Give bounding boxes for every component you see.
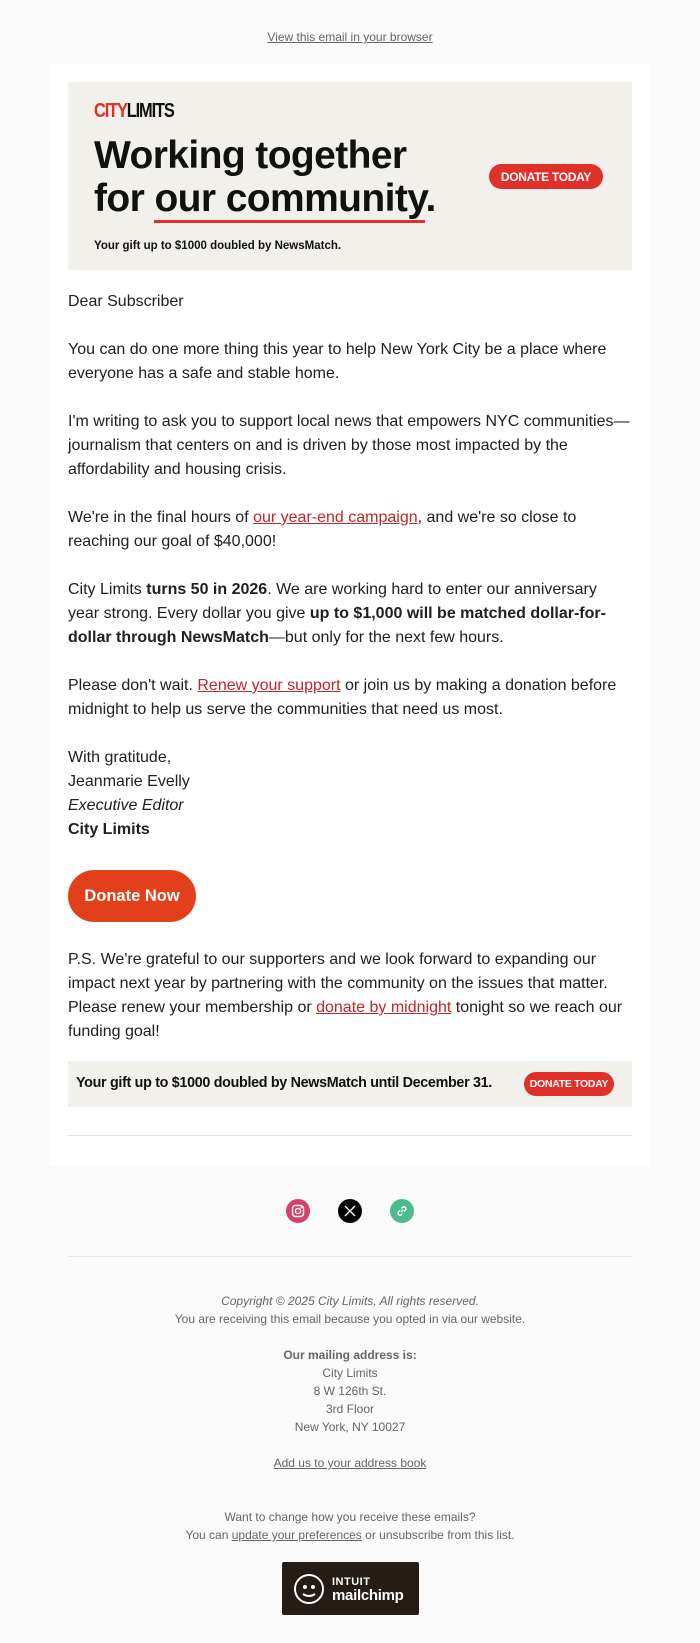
footer-divider xyxy=(68,1256,632,1257)
divider xyxy=(68,1135,632,1136)
sig-org: City Limits xyxy=(68,821,150,838)
sig-name: Jeanmarie Evelly xyxy=(68,773,190,790)
opt-in-reason: You are receiving this email because you opted in via our website. xyxy=(174,1312,526,1326)
sig-title: Executive Editor xyxy=(68,797,184,814)
paragraph-3: We're in the final hours of our year-end campaign, and we're so close to reaching our goal of $40,000! xyxy=(68,509,577,550)
paragraph-2: I'm writing to ask you to support local news that empowers NYC communities—journalism that centers on and is driven by those most impacted by the affordability and housing crisis. xyxy=(68,413,630,478)
signature xyxy=(68,746,632,842)
footer xyxy=(0,1292,700,1544)
mailing-heading: Our mailing address is: xyxy=(283,1348,417,1362)
address-line-1: City Limits xyxy=(322,1366,378,1380)
view-in-browser-link[interactable]: View this email in your browser xyxy=(267,30,433,44)
year-end-campaign-link[interactable]: our year-end campaign xyxy=(253,509,418,526)
paragraph-5: Please don't wait. Renew your support or join us by making a donation before midnight to help us serve the communities that need us most. xyxy=(68,677,617,718)
banner-text: Your gift up to $1000 doubled by NewsMatch until December 31. xyxy=(76,1075,492,1091)
sig-closing: With gratitude, xyxy=(68,749,172,766)
banner-donate-button[interactable]: DONATE TODAY xyxy=(524,1072,614,1096)
address-line-4: New York, NY 10027 xyxy=(294,1420,406,1434)
paragraph-1: You can do one more thing this year to help New York City be a place where everyone has a safe and stable home. xyxy=(68,341,607,382)
mailchimp-badge[interactable] xyxy=(282,1562,419,1615)
social-links xyxy=(0,1199,700,1223)
copyright: Copyright © 2025 City Limits, All rights reserved. xyxy=(221,1294,479,1308)
donate-now-button[interactable]: Donate Now xyxy=(68,870,196,922)
address-line-2: 8 W 126th St. xyxy=(313,1384,387,1398)
hero-subline: Your gift up to $1000 doubled by NewsMatch. xyxy=(94,240,342,252)
letter-body xyxy=(68,290,632,842)
hero-banner xyxy=(68,82,632,270)
address-line-3: 3rd Floor xyxy=(325,1402,375,1416)
city-limits-logo: CITYLIMITS xyxy=(94,100,174,122)
instagram-icon[interactable] xyxy=(286,1199,310,1223)
hero-donate-button[interactable]: DONATE TODAY xyxy=(489,164,603,189)
x-icon[interactable] xyxy=(338,1199,362,1223)
donate-by-midnight-link[interactable]: donate by midnight xyxy=(316,999,452,1016)
postscript: P.S. We're grateful to our supporters and we look forward to expanding our impact next year by partnering with the community on the issues that matter. Please renew your membership or donate by midnight tonight so we reach our funding goal! xyxy=(68,951,623,1040)
freddie-icon xyxy=(292,1572,326,1606)
renew-support-link[interactable]: Renew your support xyxy=(197,677,341,694)
change-question: Want to change how you receive these emails? xyxy=(224,1510,476,1524)
preferences-line: You can update your preferences or unsubscribe from this list. xyxy=(185,1528,515,1542)
paragraph-4: City Limits turns 50 in 2026. We are working hard to enter our anniversary year strong. Every dollar you give up to $1,000 will be matched dollar-for-dollar through NewsMatch—but only for the next few hours. xyxy=(68,581,606,646)
hero-headline: Working together for our community. xyxy=(94,134,436,220)
address-book-link[interactable]: Add us to your address book xyxy=(273,1456,427,1470)
update-preferences-link[interactable]: update your preferences xyxy=(231,1528,362,1542)
top-bar xyxy=(0,0,700,64)
link-icon[interactable] xyxy=(390,1199,414,1223)
newsmatch-banner xyxy=(68,1061,632,1107)
greeting: Dear Subscriber xyxy=(68,293,184,310)
email-card xyxy=(50,64,650,1166)
mailchimp-wordmark: INTUIT mailchimp xyxy=(332,1575,404,1604)
